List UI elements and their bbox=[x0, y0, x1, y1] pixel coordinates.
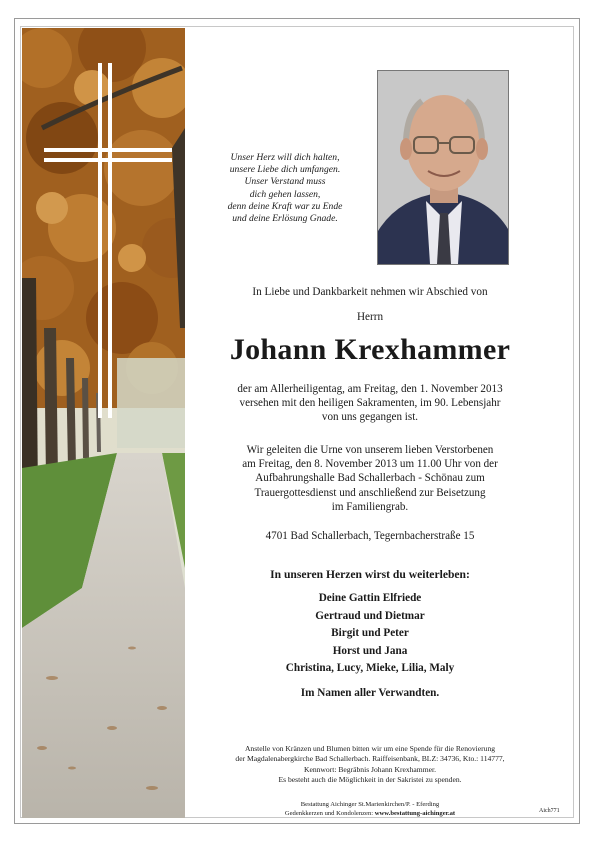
portrait-illustration bbox=[378, 71, 508, 264]
donation-notice bbox=[190, 744, 550, 786]
family-member: Deine Gattin Elfriede bbox=[318, 592, 422, 604]
relatives-line: Im Namen aller Verwandten. bbox=[300, 687, 440, 699]
ceremony-line: am Freitag, den 8. November 2013 um 11.00 Uhr von der bbox=[242, 458, 498, 471]
family-member: Horst und Jana bbox=[332, 644, 408, 657]
death-notice-line: von uns gegangen ist. bbox=[321, 411, 419, 424]
donation-line: Kennwort: Begräbnis Johann Krexhammer. bbox=[303, 764, 436, 774]
autumn-avenue-illustration bbox=[22, 28, 185, 818]
portrait-photo bbox=[377, 70, 509, 265]
intro-text: In Liebe und Dankbarkeit nehmen wir Abschied von bbox=[252, 286, 488, 298]
poem-line: Unser Verstand muss bbox=[244, 176, 326, 188]
death-notice-line: versehen mit den heiligen Sakramenten, im 90. Lebensjahr bbox=[239, 397, 501, 410]
reference-code: Aich771 bbox=[539, 808, 560, 814]
ceremony-notice bbox=[190, 443, 550, 514]
poem-line: und deine Erlösung Gnade. bbox=[232, 213, 338, 225]
family-member: Birgit und Peter bbox=[331, 627, 409, 639]
family-member: Gertraud und Dietmar bbox=[315, 609, 425, 622]
footer-condolences-label: Gedenkkerzen und Kondolenzen: bbox=[284, 810, 375, 817]
ceremony-line: Aufbahrungshalle Bad Schallerbach - Schönau zum bbox=[255, 472, 485, 485]
poem-line: dich gehen lassen, bbox=[249, 188, 321, 200]
family-list bbox=[190, 590, 550, 678]
ceremony-line: im Familiengrab. bbox=[331, 500, 409, 513]
poem-line: unsere Liebe dich umfangen. bbox=[229, 164, 341, 176]
website-link[interactable]: www.bestattung-aichinger.at bbox=[374, 810, 456, 817]
donation-line: Anstelle von Kränzen und Blumen bitten wir um eine Spende für die Renovierung bbox=[244, 744, 496, 753]
death-notice bbox=[190, 382, 550, 425]
death-notice-line: der am Allerheiligentag, am Freitag, den 1. November 2013 bbox=[237, 383, 503, 395]
poem bbox=[200, 152, 370, 225]
poem-line: Unser Herz will dich halten, bbox=[230, 152, 340, 163]
ceremony-line: Wir geleiten die Urne von unserem lieben Verstorbenen bbox=[246, 444, 494, 456]
footer-company: Bestattung Aichinger St.Marienkirchen/P. - Eferding bbox=[300, 801, 440, 808]
autumn-avenue-photo bbox=[22, 28, 185, 818]
address: 4701 Bad Schallerbach, Tegernbacherstraße 15 bbox=[265, 530, 475, 542]
deceased-name: Johann Krexhammer bbox=[229, 333, 511, 366]
donation-line: der Magdalenabergkirche Bad Schallerbach. Raiffeisenbank, BLZ: 34736, Kto.: 114777, bbox=[235, 754, 505, 764]
family-member: Christina, Lucy, Mieke, Lilia, Maly bbox=[285, 662, 455, 674]
footer-condolences bbox=[190, 809, 550, 818]
footer bbox=[190, 800, 550, 818]
donation-line: Es besteht auch die Möglichkeit in der Sakristei zu spenden. bbox=[278, 775, 462, 785]
salutation: Herrn bbox=[356, 311, 384, 323]
ceremony-line: Trauergottesdienst und anschließend zur Beisetzung bbox=[254, 486, 486, 499]
poem-line: denn deine Kraft war zu Ende bbox=[227, 200, 343, 212]
heart-line: In unseren Herzen wirst du weiterleben: bbox=[270, 568, 470, 581]
